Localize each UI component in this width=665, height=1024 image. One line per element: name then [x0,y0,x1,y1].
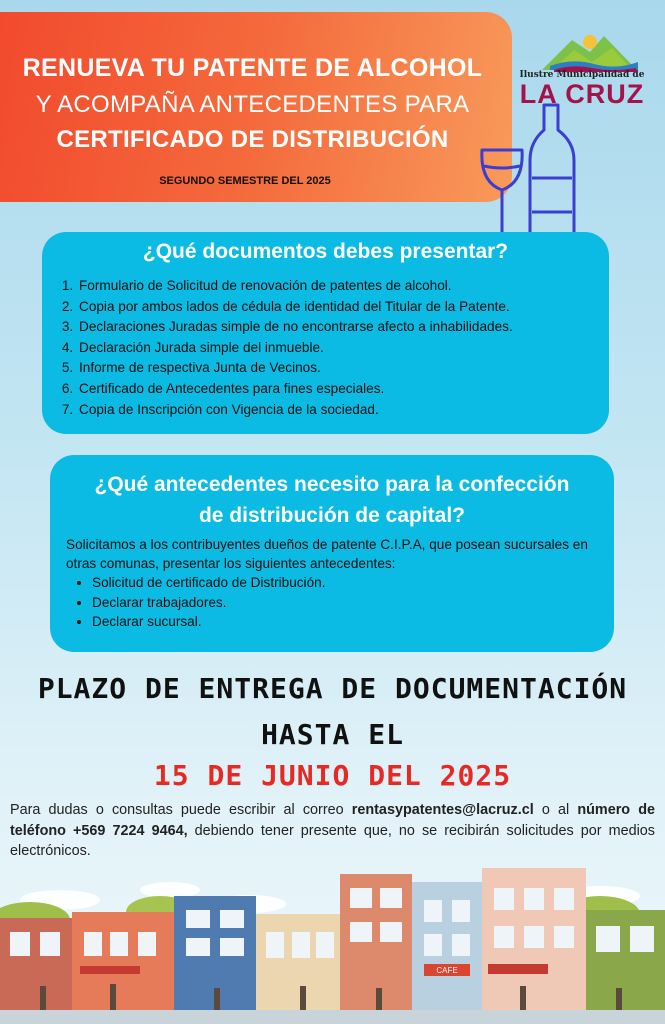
documents-list [62,276,513,420]
contact-text-3: debiendo tener presente que, no se recibirán solicitudes por medios electrónicos. [10,822,655,859]
list-item: 4. Declaración Jurada simple del inmueble. [77,338,513,359]
list-item: 3. Declaraciones Juradas simple de no encontrarse afecto a inhabilidades. [77,317,513,338]
antecedentes-intro: Solicitamos a los contribuyentes dueños de patente C.I.P.A, que posean sucursales en otras comunas, presentar los siguientes antecedentes: [66,537,588,571]
antecedentes-title-line2: de distribución de capital? [198,504,466,527]
list-item: • Declarar sucursal. [92,612,325,632]
contact-text-1: Para dudas o consultas puede escribir al correo [10,802,352,818]
list-item: 7. Copia de Inscripción con Vigencia de la sociedad. [77,400,513,421]
municipality-logo [512,28,652,108]
wine-bottle-glass-icon [474,100,584,250]
contact-phone: número de teléfono +569 7224 9464, [10,802,655,839]
semester-label: SEGUNDO SEMESTRE DEL 2025 [159,175,331,187]
cafe-sign: CAFE [436,966,458,975]
antecedentes-list [76,573,325,632]
deadline-date: 15 DE JUNIO DEL 2025 [153,759,512,792]
list-item: 6. Certificado de Antecedentes para fines especiales. [77,379,513,400]
antecedentes-title [50,469,614,531]
contact-email: rentasypatentes@lacruz.cl [351,802,534,818]
deadline-heading: PLAZO DE ENTREGA DE DOCUMENTACIÓN [37,672,628,705]
header-line1: RENUEVA TU PATENTE DE ALCOHOL [22,54,483,82]
contact-text-2: o al [533,802,578,818]
street-illustration [0,860,665,1024]
documents-box [42,232,609,434]
antecedentes-box [50,455,614,652]
list-item: 5. Informe de respectiva Junta de Vecinos. [77,358,513,379]
documents-title: ¿Qué documentos debes presentar? [142,240,509,263]
list-item: 2. Copia por ambos lados de cédula de identidad del Titular de la Patente. [77,297,513,318]
header-line2: Y ACOMPAÑA ANTECEDENTES PARA [35,91,470,118]
contact-paragraph [10,800,655,862]
deadline-subheading: HASTA EL [261,718,404,751]
list-item: 1. Formulario de Solicitud de renovación de patentes de alcohol. [77,276,513,297]
logo-top-text: Ilustre Municipalidad de [519,70,645,80]
list-item: • Solicitud de certificado de Distribución. [92,573,325,593]
hills-icon [512,28,652,76]
antecedentes-title-line1: ¿Qué antecedentes necesito para la confección [94,473,570,496]
logo-main-text: LA CRUZ [519,79,645,109]
header-line3: CERTIFICADO DE DISTRIBUCIÓN [56,126,449,153]
list-item: • Declarar trabajadores. [92,593,325,613]
